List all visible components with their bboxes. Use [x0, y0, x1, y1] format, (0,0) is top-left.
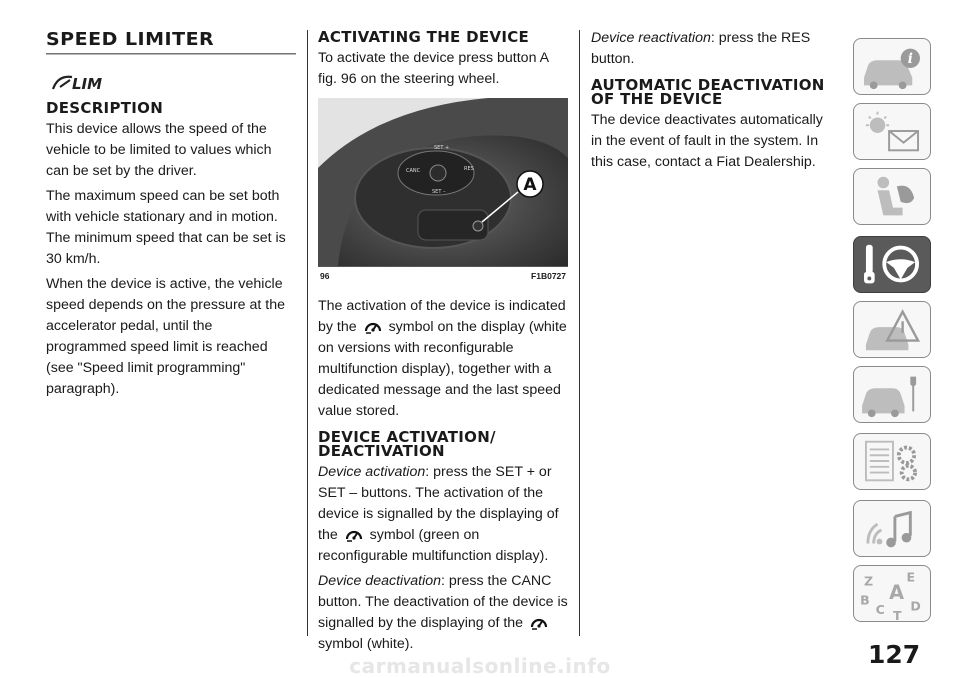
car-info-icon	[854, 39, 930, 94]
canc-label: CANC	[406, 168, 421, 174]
tab-maintenance[interactable]	[853, 366, 931, 423]
index-letter-a: A	[889, 580, 905, 604]
set-plus-label: SET +	[434, 145, 450, 151]
index-letter-e: E	[906, 569, 916, 585]
index-letter-t: T	[892, 608, 902, 621]
paragraph: The device deactivates automatically in the event of fault in the system. In this case, contact a Fiat Dealership.	[591, 112, 823, 170]
tab-technical-data[interactable]	[853, 433, 931, 490]
paragraph: This device allows the speed of the vehicle to be limited to values which can be set by the driver.	[46, 121, 272, 179]
warning-lights-icon	[854, 104, 930, 159]
column-1	[46, 28, 296, 404]
paragraph-indicated	[318, 296, 570, 422]
tab-car-info[interactable]	[853, 38, 931, 95]
speed-limiter-icon	[50, 67, 108, 93]
index-icon	[854, 566, 930, 621]
figure-number: 96	[320, 270, 330, 281]
index-letter-c: C	[875, 602, 885, 618]
figure-caption	[318, 266, 568, 284]
text-span: The activation of the device is indicated by the	[318, 298, 566, 335]
limiter-button	[473, 221, 483, 231]
column-divider	[307, 30, 308, 636]
tab-emergency[interactable]	[853, 301, 931, 358]
paragraph-reactivation	[591, 28, 831, 70]
set-minus-label: SET –	[432, 189, 446, 195]
tab-warning-lights[interactable]	[853, 103, 931, 160]
italic-label: Device deactivation	[318, 573, 442, 589]
svg-text:i: i	[907, 51, 913, 68]
tab-starting-driving[interactable]	[853, 236, 931, 293]
heading-description: DESCRIPTION	[46, 99, 164, 117]
speedometer-icon	[363, 318, 383, 334]
tab-index[interactable]	[853, 565, 931, 622]
column-3	[591, 28, 831, 177]
paragraph-deactivation	[318, 571, 570, 655]
svg-text:LIM: LIM	[72, 75, 103, 93]
steering-wheel-figure	[318, 98, 568, 284]
maintenance-icon	[854, 367, 930, 422]
italic-label: Device reactivation	[591, 30, 711, 46]
figure-code: F1B0727	[531, 270, 566, 281]
emergency-icon	[854, 302, 930, 357]
column-2	[318, 28, 570, 659]
heading-automatic: AUTOMATIC DEACTIVATION OF THE DEVICE	[591, 76, 825, 108]
tab-safety[interactable]	[853, 168, 931, 225]
paragraph-activation	[318, 462, 570, 567]
text-span: : press the CANC button. The deactivation of the device is signalled by the displaying of the	[318, 573, 568, 631]
heading-activating: ACTIVATING THE DEVICE	[318, 28, 530, 46]
text-span: symbol on the display (white on versions with reconfigurable multifunction display), together with a dedicated message and the last speed value stored.	[318, 319, 567, 419]
index-letter-z: Z	[864, 573, 874, 589]
paragraph: To activate the device press button A fig. 96 on the steering wheel.	[318, 50, 549, 87]
section-title: SPEED LIMITER	[46, 29, 296, 55]
text-span: : press the RES button.	[591, 30, 811, 67]
callout-a: A	[523, 175, 537, 195]
index-letter-b: B	[860, 592, 870, 608]
text-span: symbol (green on reconfigurable multifunction display).	[318, 527, 549, 564]
steering-wheel-image	[318, 98, 568, 266]
text-span: : press the SET + or SET – buttons. The activation of the device is signalled by the displaying of the	[318, 464, 559, 543]
text-span: symbol (white).	[318, 636, 414, 652]
speedometer-icon	[529, 614, 549, 630]
italic-label: Device activation	[318, 464, 426, 480]
paragraph: The maximum speed can be set both with vehicle stationary and in motion. The minimum speed that can be set is 30 km/h.	[46, 188, 286, 267]
page-number: 127	[868, 640, 921, 669]
watermark: carmanualsonline.info	[349, 654, 611, 678]
safety-seat-icon	[854, 169, 930, 224]
res-label: RES	[464, 166, 474, 172]
paragraph: When the device is active, the vehicle speed depends on the pressure at the accelerator pedal, until the programmed speed limit is reached (see "Speed limit programming" paragraph).	[46, 276, 285, 397]
key-steering-wheel-icon	[854, 237, 930, 292]
heading-activation-deactivation: DEVICE ACTIVATION/ DEACTIVATION	[318, 428, 496, 460]
technical-data-icon	[854, 434, 930, 489]
speedometer-icon	[344, 526, 364, 542]
column-divider	[579, 30, 580, 636]
multimedia-icon	[854, 501, 930, 556]
index-letter-d: D	[910, 598, 921, 614]
tab-multimedia[interactable]	[853, 500, 931, 557]
